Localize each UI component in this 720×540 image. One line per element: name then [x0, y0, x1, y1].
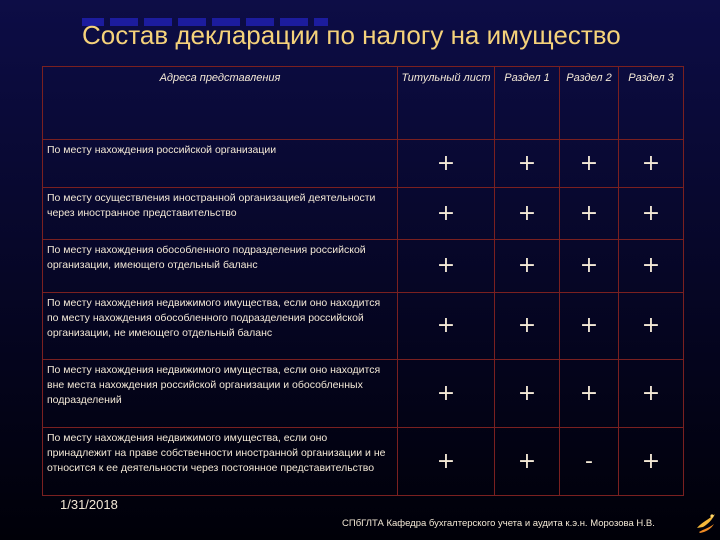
mark-cell: +: [619, 240, 684, 293]
mark-cell: +: [560, 240, 619, 293]
table-row: [43, 240, 684, 293]
mark-cell: +: [495, 360, 560, 428]
header-section-1: Раздел 1: [495, 67, 560, 140]
mark-cell: +: [560, 360, 619, 428]
mark-cell: +: [495, 293, 560, 360]
mark-cell: -: [560, 428, 619, 496]
table-row: [43, 140, 684, 188]
mark-cell: +: [398, 293, 495, 360]
slide-title: Состав декларации по налогу на имущество: [82, 20, 621, 50]
mark-cell: +: [560, 293, 619, 360]
address-cell: По месту нахождения недвижимого имущества, если оно принадлежит на праве собственности иностранной организации и не относится к ее деятельности через постоянное представительство: [43, 428, 398, 496]
mark-cell: +: [619, 293, 684, 360]
table-row: [43, 360, 684, 428]
mark-cell: +: [398, 428, 495, 496]
mark-cell: +: [619, 360, 684, 428]
header-title-page: Титульный лист: [398, 67, 495, 140]
mark-cell: +: [398, 188, 495, 240]
mark-cell: +: [398, 240, 495, 293]
slide-footer: СПбГЛТА Кафедра бухгалтерского учета и аудита к.э.н. Морозова Н.В.: [342, 518, 655, 529]
mark-cell: +: [619, 140, 684, 188]
mark-cell: +: [619, 428, 684, 496]
mark-cell: +: [495, 140, 560, 188]
mark-cell: +: [398, 360, 495, 428]
table-row: [43, 293, 684, 360]
header-section-2: Раздел 2: [560, 67, 619, 140]
bird-logo-icon: [694, 508, 718, 536]
header-address: Адреса представления: [43, 67, 398, 140]
mark-cell: +: [398, 140, 495, 188]
table-row: [43, 428, 684, 496]
address-cell: По месту нахождения недвижимого имущества, если оно находится вне места нахождения российской организации и обособленных подразделений: [43, 360, 398, 428]
address-cell: По месту нахождения недвижимого имущества, если оно находится по месту нахождения обособленного подразделения российской организации, не имеющего отдельный баланс: [43, 293, 398, 360]
mark-cell: +: [619, 188, 684, 240]
mark-cell: +: [560, 188, 619, 240]
address-cell: По месту нахождения российской организации: [43, 140, 398, 188]
header-section-3: Раздел 3: [619, 67, 684, 140]
slide-date: 1/31/2018: [60, 497, 118, 512]
declaration-table: [42, 66, 684, 496]
address-cell: По месту нахождения обособленного подразделения российской организации, имеющего отдельный баланс: [43, 240, 398, 293]
mark-cell: +: [560, 140, 619, 188]
mark-cell: +: [495, 240, 560, 293]
mark-cell: +: [495, 428, 560, 496]
address-cell: По месту осуществления иностранной организацией деятельности через иностранное представительство: [43, 188, 398, 240]
table-header-row: [43, 67, 684, 140]
table-row: [43, 188, 684, 240]
mark-cell: +: [495, 188, 560, 240]
